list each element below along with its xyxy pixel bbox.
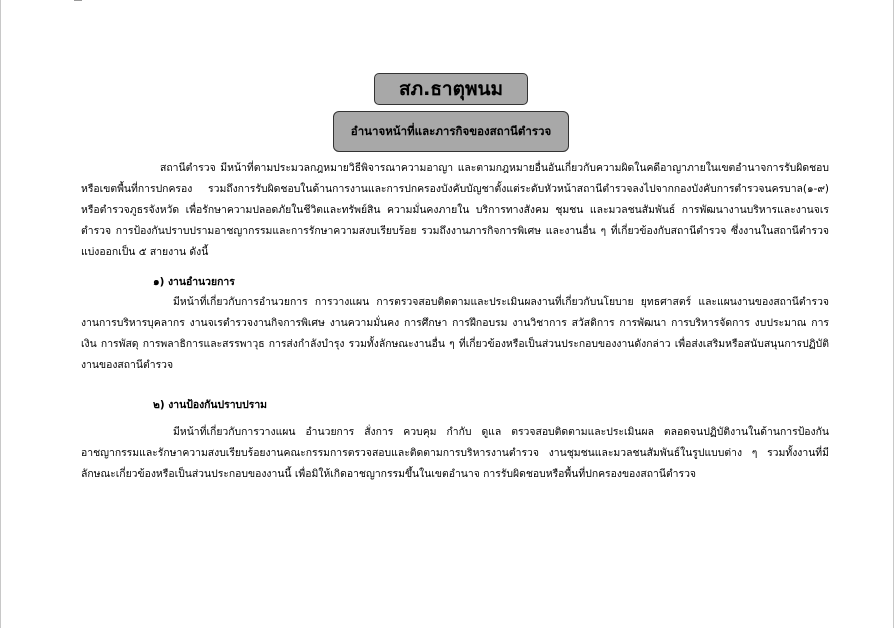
intro-paragraph: สถานีตำรวจ มีหน้าที่ตามประมวลกฎหมายวิธีพิจารณาความอาญา และตามกฎหมายอื่นอันเกี่ยวกับความผิดในคดีอาญาภายในเขตอำนาจการรับผิดชอบหรือเขตพื้นที่การปกครอง รวมถึงการรับผิดชอบในด้านการงานและการปกครองบังคับบัญชาตั้งแต่ระดับหัวหน้าสถานีตำรวจลงไปจากกองบังคับการตำรวจนครบาล(๑-๙) หรือตำรวจภูธรจังหวัด เพื่อรักษาความปลอดภัยในชีวิตและทรัพย์สิน ความมั่นคงภายใน บริการทางสังคม ชุมชน และมวลชนสัมพันธ์ การพัฒนางานบริหารและงานจเรตำรวจ การป้องกันปราบปรามอาชญากรรมและการรักษาความสงบเรียบร้อย รวมถึงงานภารกิจการพิเศษ และงานอื่น ๆ ที่เกี่ยวข้องกับสถานีตำรวจ ซึ่งงานในสถานีตำรวจ แบ่งออกเป็น ๕ สายงาน ดังนี้ <box>81 162 829 258</box>
section-body-administration: มีหน้าที่เกี่ยวกับการอำนวยการ การวางแผน การตรวจสอบติดตามและประเมินผลงานที่เกี่ยวกับนโยบาย ยุทธศาสตร์ และแผนงานของสถานีตำรวจ งานการบริหารบุคลากร งานจเรตำรวจงานกิจการพิเศษ งานความมั่นคง การศึกษา การฝึกอบรม งานวิชาการ สวัสดิการ การพัฒนา การบริหารจัดการ งบประมาณ การเงิน การพัสดุ การพลาธิการและสรรพาวุธ การส่งกำลังบำรุง รวมทั้งลักษณะงานอื่น ๆ ที่เกี่ยวข้องหรือเป็นส่วนประกอบของงานดังกล่าว เพื่อส่งเสริมหรือสนับสนุนการปฏิบัติงานของสถานีตำรวจ <box>81 296 829 371</box>
station-title-box <box>374 73 528 105</box>
page-corner-mark <box>74 0 82 1</box>
section-heading-administration: ๑) งานอำนวยการ <box>153 276 235 288</box>
duties-subtitle-box <box>333 111 569 152</box>
duties-subtitle: อำนาจหน้าที่และภารกิจของสถานีตำรวจ <box>350 123 552 138</box>
station-title: สภ.ธาตุพนม <box>399 78 503 100</box>
section-body-crime-prevention: มีหน้าที่เกี่ยวกับการวางแผน อำนวยการ สั่งการ ควบคุม กำกับ ดูแล ตรวจสอบติดตามและประเมินผล ตลอดจนปฏิบัติงานในด้านการป้องกันอาชญากรรมและรักษาความสงบเรียบร้อยงานคณะกรรมการตรวจสอบและติดตามการบริหารงานตำรวจ งานชุมชนและมวลชนสัมพันธ์ในรูปแบบต่าง ๆ รวมทั้งงานที่มีลักษณะเกี่ยวข้องหรือเป็นส่วนประกอบของงานนี้ เพื่อมิให้เกิดอาชญากรรมขึ้นในเขตอำนาจ การรับผิดชอบหรือพื้นที่ปกครองของสถานีตำรวจ <box>81 426 829 480</box>
section-heading-crime-prevention: ๒) งานป้องกันปราบปราม <box>153 399 267 411</box>
